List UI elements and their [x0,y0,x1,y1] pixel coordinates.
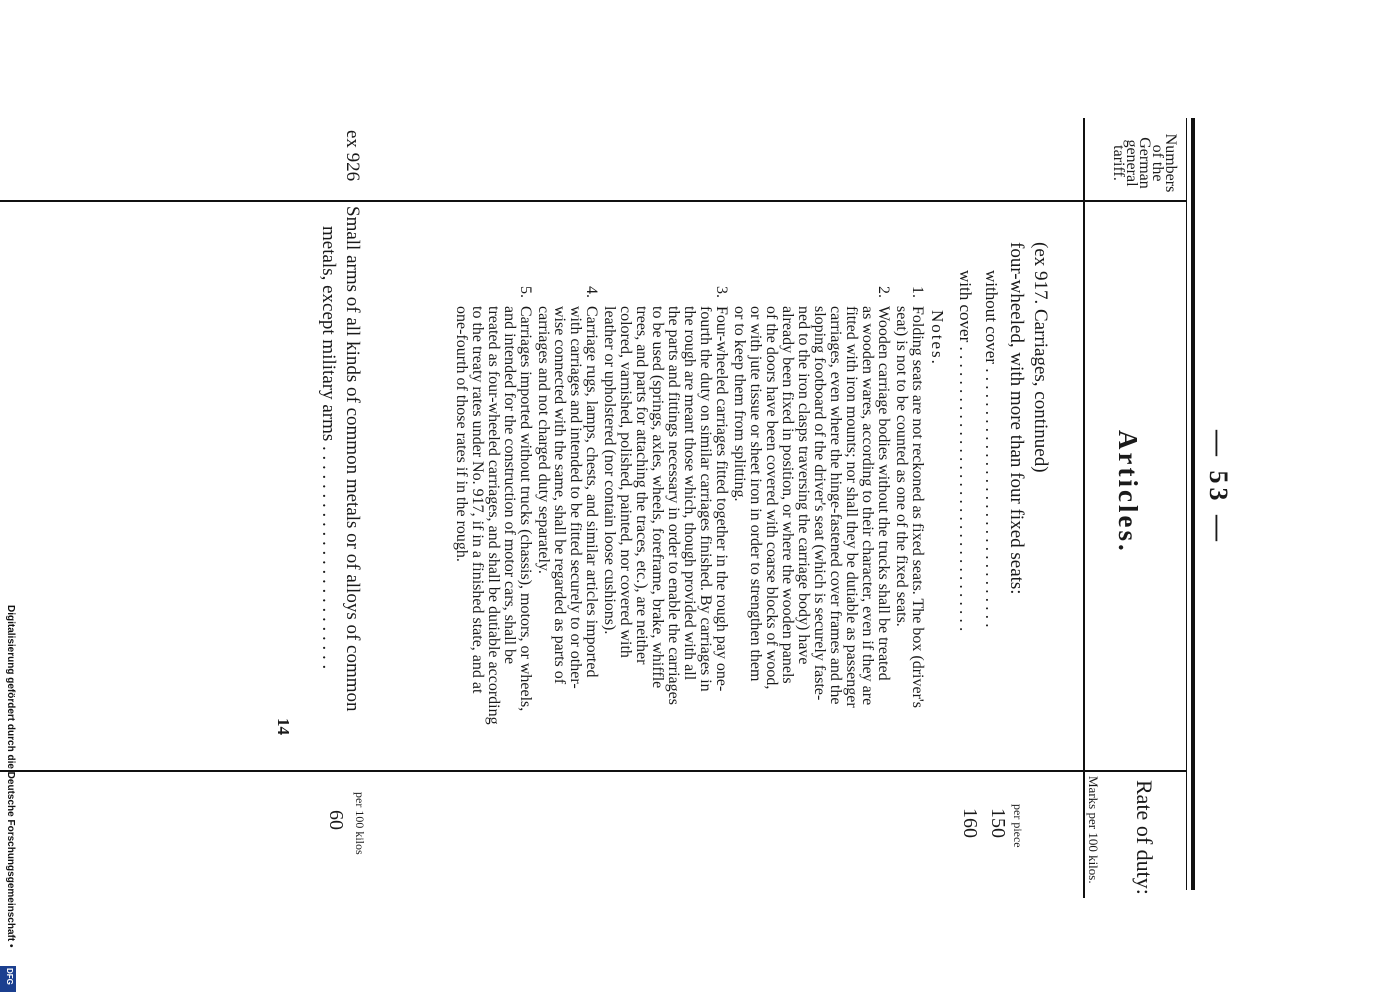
note-number: 1. [909,286,926,298]
small-arms-line-2: metals, except military arms . . . . . . . . . . . . . . . . . . . . . . . . [318,226,339,670]
note-line: carriages, even where the hinge-fastened cover frames and the [827,306,844,705]
note-line: sloping footboard of the driver's seat (which is securely faste- [811,306,828,701]
with-cover-line: with cover . . . . . . . . . . . . . . . . . . . . . . . . . . . . . . . . . . [956,270,975,632]
digitization-credit [2,605,16,965]
column-divider-left [0,200,1187,202]
note-line: as wooden wares, according to their character, even if they are [859,306,876,706]
note-line: of the doors have been covered with coarse blocks of wood, [763,306,780,690]
articles-column-head: Articles. [1113,430,1143,554]
tariff-head-line: tariff. [1110,145,1127,181]
small-arms-line-1: Small arms of all kinds of common metals or of alloys of common [342,206,363,712]
note-line: one-fourth of those rates if in the rough. [453,306,470,562]
note-line: leather or upholstered (nor contain loose cushions). [601,306,618,635]
rate-unit-note: Marks per 100 kilos. [1086,776,1101,884]
note-line: treated as four-wheeled carriages, and shall be dutiable according [485,306,502,725]
per-100-kilos-label: per 100 kilos [353,792,367,855]
note-line: colored, varnished, polished, painted, nor covered with [617,306,634,658]
note-line: already been fixed in position, or where the wooden panels [779,306,796,684]
note-line: the rough are meant those which, though provided with all [681,306,698,681]
note-line: or to keep them from splitting. [731,306,748,502]
note-line: Four-wheeled carriages fitted together in the rough pay one- [713,306,730,692]
column-divider-right [0,770,1187,772]
rate-with-cover: 160 [959,808,981,838]
note-line: Folding seats are not reckoned as fixed seats. The box (driver's [909,306,926,709]
note-number: 3. [713,286,730,298]
digitization-credit-text: Digitalisierung gefördert durch die Deutsche Forschungsgemeinschaft • [5,605,16,948]
tariff-head-line: Numbers [1162,133,1179,193]
note-line: carriages and not charged duty separately. [535,306,552,574]
note-line: to be used (springs, axles, wheels, foreframe, brake, whiffle [649,306,666,689]
note-line: ned to the iron clasps traversing the carriage body) have [795,306,812,665]
note-line: trees, and parts for attaching the traces, etc.), are neither [633,306,650,665]
top-rule [1191,118,1195,890]
per-piece-label: per piece [1011,804,1025,848]
note-line: fourth the duty on similar carriages finished. By carriages in [697,306,714,692]
note-line: Carriages imported without trucks (chassis), motors, or wheels, [517,306,534,712]
note-line: Wooden carriage bodies without the trucks shall be treated [875,306,892,681]
entry-heading: (ex 917. Carriages, continued) [1030,242,1051,473]
note-number: 4. [583,286,600,298]
note-line: fitted with iron mounts; nor shall they be dutiable as passenger [843,306,860,708]
tariff-head-line: general [1123,139,1140,187]
notes-list [451,286,925,746]
note-item [601,286,729,746]
top-rule-thin [1186,118,1187,890]
note-line: to the treaty rates under No. 917, if in a finished state, and at [469,306,486,694]
note-line: Carriage rugs, lamps, chests, and similar articles imported [583,306,600,678]
note-item [453,286,533,746]
small-arms-rate: 60 [325,810,347,830]
note-number: 5. [517,286,534,298]
rate-without-cover: 150 [987,808,1009,838]
tariff-head-line: of the [1149,144,1166,182]
page-number: — 53 — [1204,430,1233,545]
note-line: with carriages and intended to be fitted securely to or other- [567,306,584,689]
note-line: or with jute tissue or sheet iron in order to strengthen them [747,306,764,682]
note-number: 2. [875,286,892,298]
tariff-column-head [1112,128,1177,198]
tariff-head-line: German [1136,137,1153,189]
footer-number: 14 [274,718,293,735]
note-line: seat) is not to be counted as one of the fixed seats. [893,306,910,627]
note-item [731,286,891,746]
entry-subheading: four-wheeled, with more than four fixed seats: [1006,242,1027,595]
note-line: the parts and fittings necessary in order to enable the carriages [665,306,682,705]
without-cover-line: without cover . . . . . . . . . . . . . . . . . . . . . . . . . . . . . . . [982,270,1001,628]
small-arms-tariff-number: ex 926 [342,130,363,182]
rate-column-head: Rate of duty: [1132,780,1157,895]
notes-title: Notes. [928,310,947,366]
dfg-logo [0,966,16,992]
dfg-logo-text: DFG [5,968,14,985]
note-line: and intended for the construction of motor cars, shall be [501,306,518,665]
note-item [535,286,599,746]
note-line: wise connected with the same, shall be regarded as parts of [551,306,568,685]
note-item [893,286,925,746]
